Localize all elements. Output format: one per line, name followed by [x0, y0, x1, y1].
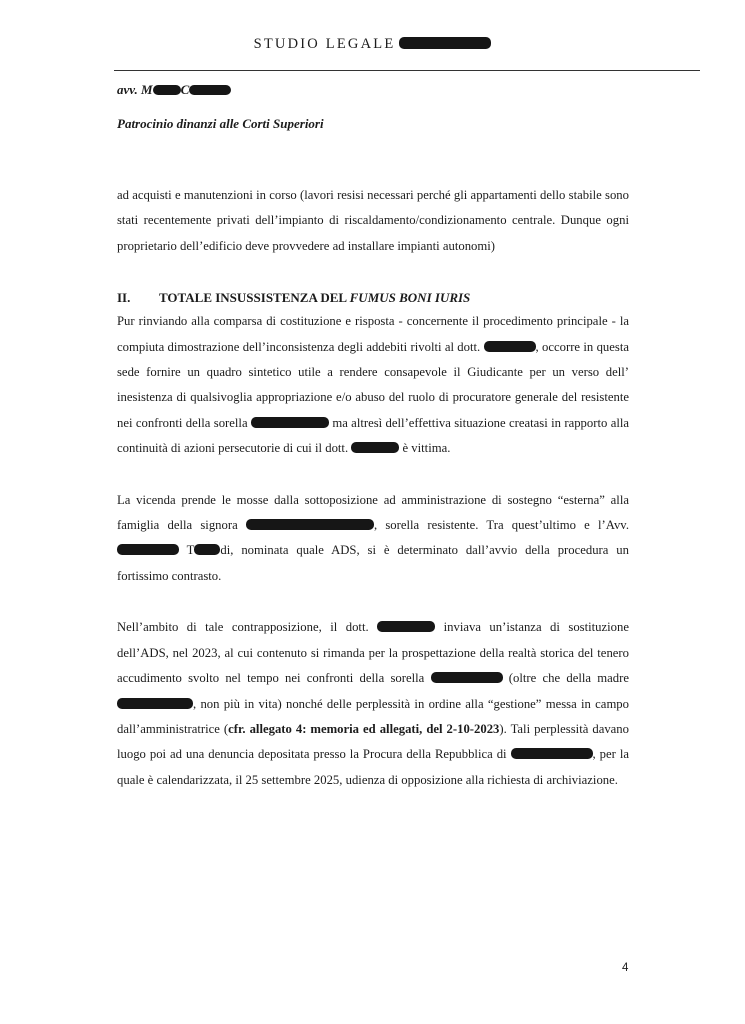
redaction-mark [511, 748, 593, 759]
redaction-mark [117, 698, 193, 709]
paragraph-2 [117, 488, 629, 590]
section-title-italic: FUMUS BONI IURIS [349, 290, 471, 306]
text-run: inviava un’istanza di sostituzione dell’ADS, nel 2023, al cui contenuto si rimanda per la prospettazione della realtà storica del tenero accudimento svolto nel tempo nei confronti della sorella [117, 620, 629, 686]
redaction-mark [153, 85, 181, 95]
paragraph-3 [117, 615, 629, 793]
lawyer-name-part: C [180, 82, 190, 97]
redaction-mark [189, 85, 231, 95]
header-rule [114, 70, 700, 71]
text-run: , occorre in questa sede fornire un quadro sintetico utile a rendere consapevole il Giudicante per un verso dell’ inesistenza di qualsivoglia appropriazione e/o abuso del ruolo di procuratore generale del resistente nei confronti della sorella [117, 339, 629, 430]
continuation-paragraph: ad acquisti e manutenzioni in corso (lavori resisi necessari perché gli appartamenti dello stabile sono stati recentemente privati dell’impianto di riscaldamento/condizionamento centrale. Dunque ogni proprietario dell’edificio deve provvedere ad installare impianti autonomi) [117, 188, 629, 253]
text-run: ma altresì dell’effettiva situazione creatasi in rapporto alla continuità di azioni persecutorie di cui il dott. [117, 415, 630, 456]
section-heading [117, 287, 629, 309]
redaction-mark [251, 417, 329, 428]
letterhead [0, 36, 745, 53]
redaction-mark [117, 544, 179, 555]
redaction-mark [351, 442, 399, 453]
redaction-mark [431, 672, 503, 683]
text-run: , per la quale è calendarizzata, il 25 settembre 2025, udienza di opposizione alla richiesta di archiviazione. [117, 747, 630, 787]
lawyer-name-part: avv. M [117, 82, 153, 97]
text-run: è vittima. [399, 441, 451, 456]
section-title: TOTALE INSUSSISTENZA DEL [159, 290, 350, 306]
redaction-mark [377, 621, 435, 632]
text-run: , non più in vita) nonché delle perplessità in ordine alla “gestione” messa in campo dall’amministratrice ( [117, 696, 629, 736]
attachment-reference: cfr. allegato 4: memoria ed allegati, del 2-10-2023 [228, 721, 500, 736]
section-number: II. [117, 290, 131, 306]
redaction-mark [484, 341, 536, 352]
redaction-mark [194, 544, 220, 555]
firm-tagline: Patrocinio dinanzi alle Corti Superiori [117, 116, 324, 131]
document-body [117, 183, 629, 793]
paragraph-1 [117, 309, 629, 461]
page-number: 4 [622, 962, 629, 974]
text-run: Nell’ambito di tale contrapposizione, il dott. [117, 620, 378, 635]
text-run: di, nominata quale ADS, si è determinato dall’avvio della procedura un fortissimo contrasto. [117, 543, 629, 583]
lawyer-name [117, 82, 231, 98]
firm-name: STUDIO LEGALE [253, 36, 396, 52]
text-run: Pur rinviando alla comparsa di costituzione e risposta - concernente il procedimento principale - la compiuta dimostrazione dell’inconsistenza degli addebiti rivolti al dott. [117, 314, 629, 354]
text-run: (oltre che della madre [502, 671, 629, 686]
redaction-mark [399, 37, 491, 49]
text-run: T [179, 543, 195, 558]
text-run: , sorella resistente. Tra quest’ultimo e l’Avv. [373, 518, 629, 533]
redaction-mark [246, 519, 374, 530]
text-run: La vicenda prende le mosse dalla sottoposizione ad amministrazione di sostegno “esterna” alla famiglia della signora [117, 492, 629, 533]
text-run: ). Tali perplessità davano luogo poi ad una denuncia depositata presso la Procura della Repubblica di [117, 721, 629, 762]
